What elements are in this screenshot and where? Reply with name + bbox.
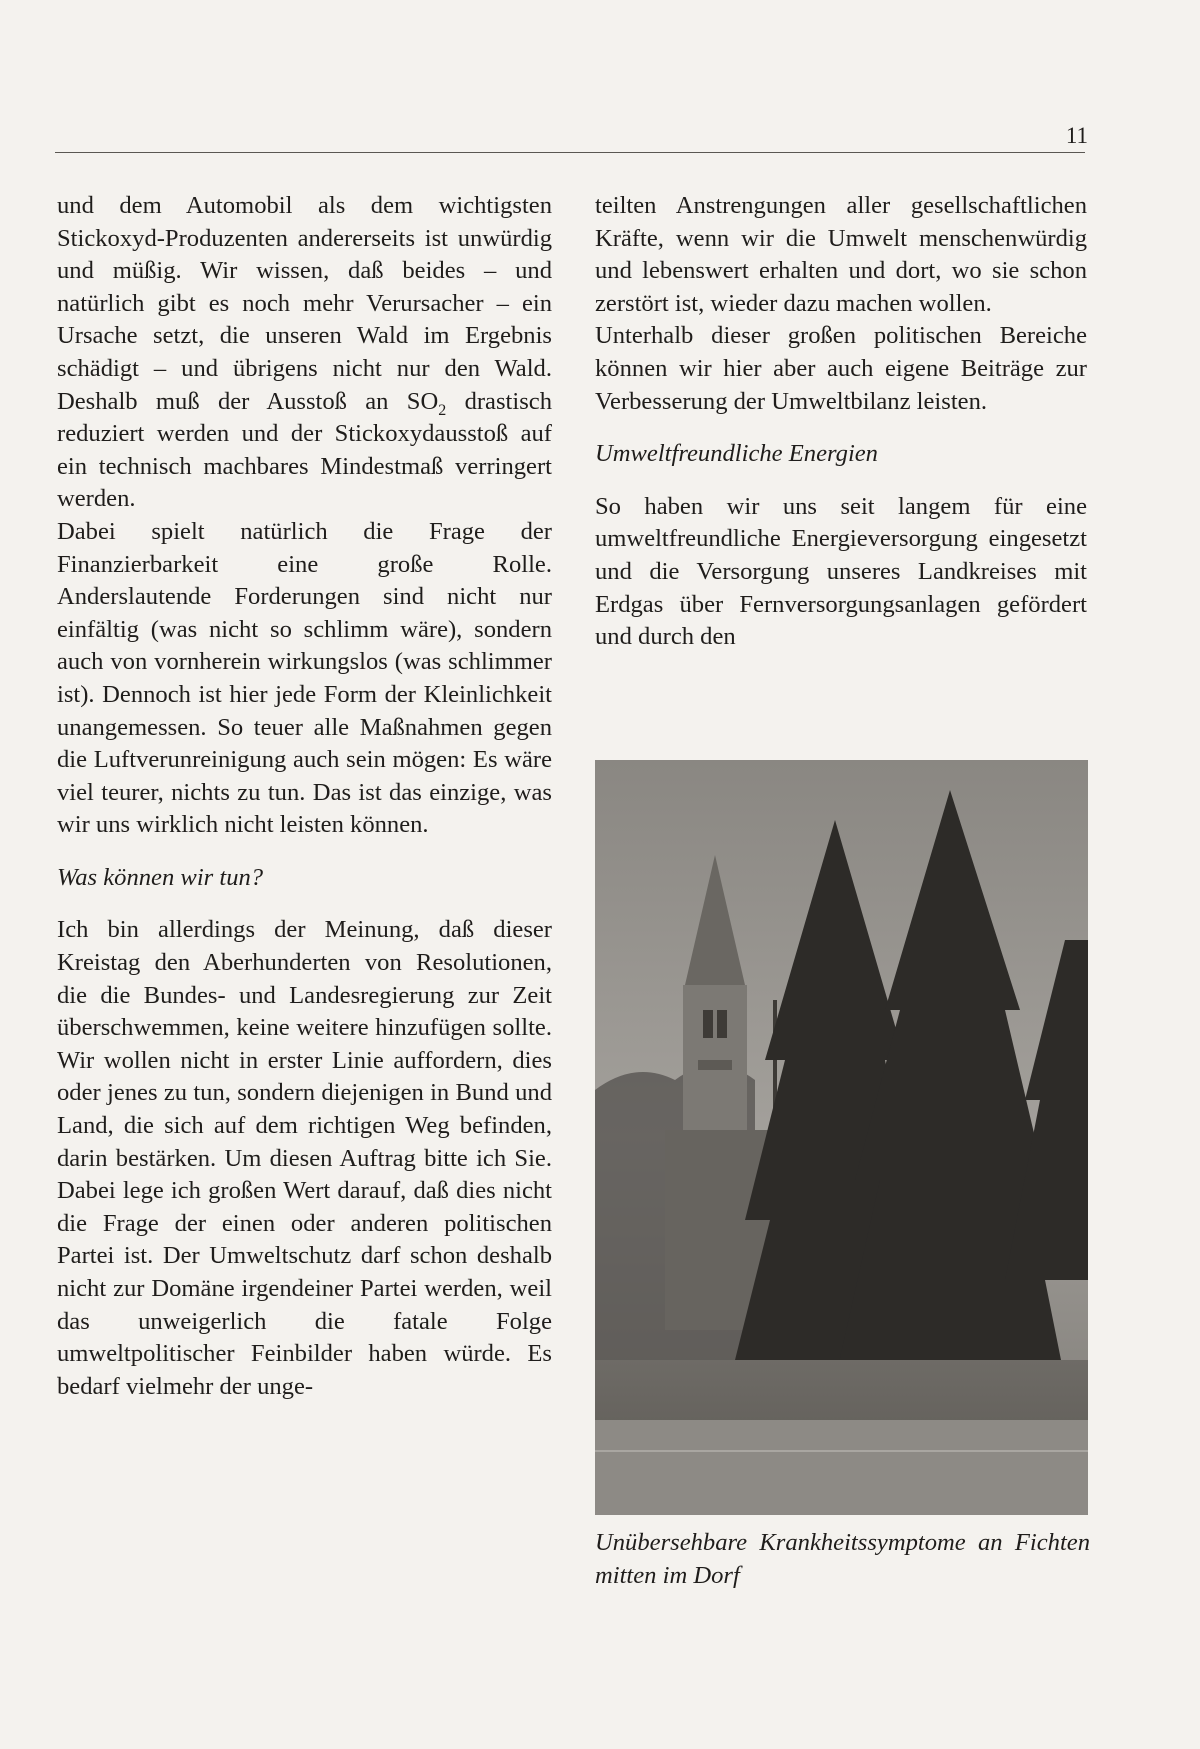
paragraph [57, 190, 552, 516]
paragraph: Ich bin allerdings der Meinung, daß dieser Kreistag den Aberhunderten von Resolutionen, die die Bundes- und Landesregierung zur Zeit überschwemmen, keine weitere hinzufügen sollte. Wir wollen nicht in erster Linie auffordern, dies oder jenes zu tun, sondern diejenigen in Bund und Land, die sich auf dem richtigen Weg befinden, darin bestärken. Um diesen Auftrag bitte ich Sie. Dabei lege ich großen Wert darauf, daß dies nicht die Frage der einen oder anderen politischen Partei ist. Der Umweltschutz darf schon deshalb nicht zur Domäne irgendeiner Partei werden, weil das unweigerlich die fatale Folge umweltpolitischer Feinbilder haben würde. Es bedarf vielmehr der unge- [57, 916, 552, 1400]
paragraph-text: drastisch reduziert werden und der Stickoxydausstoß auf ein technisch machbares Mindestmaß verringert werden. [57, 387, 552, 513]
paragraph: Unterhalb dieser großen politischen Bereiche können wir hier aber auch eigene Beiträge zur Verbesserung der Umweltbilanz leisten. [595, 322, 1087, 415]
photo-illustration [595, 760, 1088, 1515]
page-number: 11 [1065, 123, 1088, 148]
subscript: 2 [438, 401, 447, 419]
paragraph: So haben wir uns seit langem für eine umweltfreundliche Energieversorgung eingesetzt und die Versorgung unseres Landkreises mit Erdgas über Fernversorgungsanlagen gefördert und durch den [595, 492, 1087, 651]
section-subheading: Umweltfreundliche Energien [595, 440, 878, 468]
paragraph: teilten Anstrengungen aller gesellschaftlichen Kräfte, wenn wir die Umwelt menschenwürdig und lebenswert erhalten und dort, wo sie schon zerstört ist, wieder dazu machen wollen. [595, 192, 1087, 317]
figure-caption: Unübersehbare Krankheitssymptome an Fichten mitten im Dorf [595, 1529, 1090, 1589]
right-column [595, 190, 1087, 654]
header-rule [55, 152, 1085, 153]
church-spruce-photo [595, 760, 1088, 1515]
paragraph-text: und dem Automobil als dem wichtigsten Stickoxyd-Produzenten andererseits ist unwürdig und müßig. Wir wissen, daß beides – und natürlich gibt es noch mehr Verursacher – ein Ursache setzt, die unseren Wald im Ergebnis schädigt – und übrigens nicht nur den Wald. Deshalb muß der Ausstoß an SO [57, 192, 552, 415]
paragraph: Dabei spielt natürlich die Frage der Finanzierbarkeit eine große Rolle. Anderslautende Forderungen sind nicht nur einfältig (was nicht so schlimm wäre), sondern auch von vornherein wirkungslos (was schlimmer ist). Dennoch ist hier jede Form der Kleinlichkeit unangemessen. So teuer alle Maßnahmen gegen die Luftverunreinigung auch sein mögen: Es wäre viel teurer, nichts zu tun. Das ist das einzige, was wir uns wirklich nicht leisten können. [57, 517, 552, 839]
section-subheading: Was können wir tun? [57, 863, 264, 891]
left-column [57, 190, 552, 1403]
